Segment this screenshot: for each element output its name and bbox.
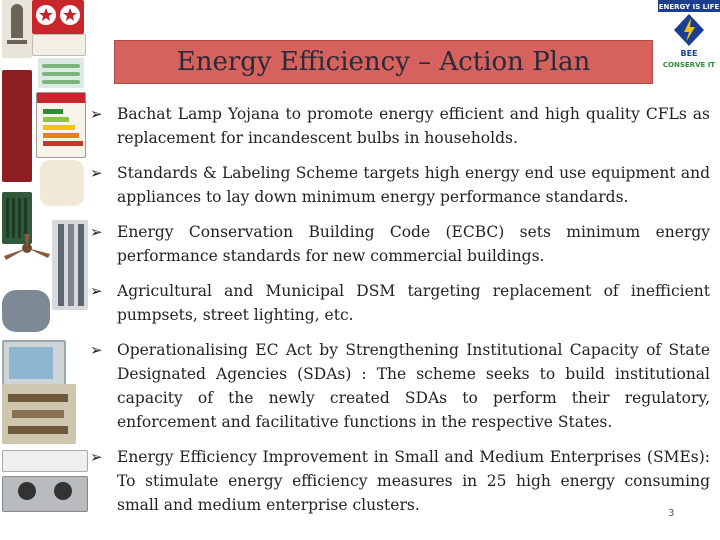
bullet-text: Energy Conservation Building Code (ECBC) sets minimum energy performance standards for new commercial buildings.	[117, 223, 710, 265]
bullet-arrow-icon: ➢	[90, 105, 103, 123]
pumpset-image	[52, 220, 88, 310]
cfl-tubes-image	[38, 58, 84, 88]
title-banner	[114, 40, 653, 84]
page-title: Energy Efficiency – Action Plan	[176, 47, 591, 77]
logo-line2: BEE	[680, 49, 698, 58]
bullet-text: Standards & Labeling Scheme targets high energy end use equipment and appliances to lay down minimum energy performance standards.	[117, 164, 710, 206]
list-item	[90, 220, 710, 268]
bullet-arrow-icon: ➢	[90, 223, 103, 241]
ceiling-fan-image	[2, 234, 52, 264]
geyser-image	[40, 160, 84, 206]
logo-line3: CONSERVE IT	[662, 61, 716, 69]
list-item	[90, 445, 710, 517]
list-item	[90, 102, 710, 150]
motor-image	[2, 290, 50, 332]
television-image	[2, 340, 66, 388]
emblem-image	[2, 0, 32, 58]
bullet-arrow-icon: ➢	[90, 448, 103, 466]
list-item	[90, 338, 710, 434]
bullet-arrow-icon: ➢	[90, 164, 103, 182]
page-number: 3	[668, 508, 675, 519]
bullet-text: Operationalising EC Act by Strengthening Institutional Capacity of State Designated Agencies (SDAs) : The scheme seeks to build institutional capacity of the newly created SDAs to perform their regulatory, enforcement and facilitative functions in the respective States.	[117, 341, 710, 431]
pipes-image	[2, 384, 76, 444]
energy-label-image	[36, 92, 86, 158]
logo-line1: ENERGY IS LIFE	[658, 3, 720, 11]
cfl-label-image	[32, 34, 86, 56]
bullet-text: Energy Efficiency Improvement in Small and Medium Enterprises (SMEs): To stimulate energy efficiency measures in 25 high energy consuming small and medium enterprise clusters.	[117, 448, 710, 514]
air-conditioner-image	[2, 450, 88, 472]
bee-logo	[658, 0, 720, 70]
bullet-list	[90, 102, 710, 528]
bullet-arrow-icon: ➢	[90, 341, 103, 359]
bullet-text: Bachat Lamp Yojana to promote energy efficient and high quality CFLs as replacement for incandescent bulbs in households.	[117, 105, 710, 147]
refrigerator-image	[2, 70, 32, 182]
list-item	[90, 279, 710, 327]
bullet-text: Agricultural and Municipal DSM targeting replacement of inefficient pumpsets, street lighting, etc.	[117, 282, 710, 324]
bullet-arrow-icon: ➢	[90, 282, 103, 300]
gas-stove-image	[2, 476, 88, 512]
star-label-image	[32, 0, 84, 34]
list-item	[90, 161, 710, 209]
